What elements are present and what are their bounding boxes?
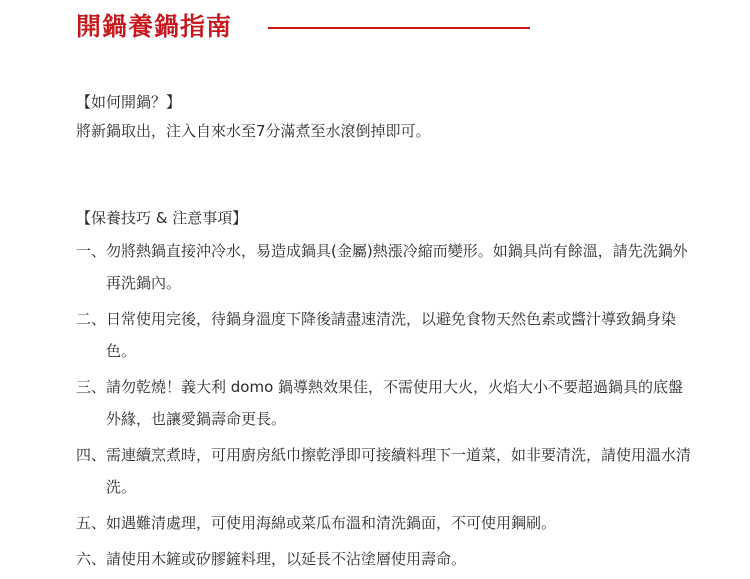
open-pot-instruction: 將新鍋取出，注入自來水至7分滿煮至水滾倒掉即可。 (76, 122, 431, 140)
tip-text: 請使用木鏟或矽膠鏟料理，以延長不沾塗層使用壽命。 (106, 550, 467, 568)
tip-item (76, 439, 696, 503)
tip-marker: 三、 (76, 378, 107, 396)
tip-marker: 四、 (76, 446, 107, 464)
tip-item (76, 235, 696, 299)
tip-item (76, 543, 696, 575)
title-divider (268, 27, 530, 29)
tip-text: 請勿乾燒！義大利 domo 鍋導熱效果佳，不需使用大火，火焰大小不要超過鍋具的底盤外緣，也讓愛鍋壽命更長。 (106, 378, 684, 428)
care-tips-list (76, 235, 696, 575)
care-tips-section (76, 206, 696, 579)
tip-item (76, 303, 696, 367)
tip-marker: 一、 (76, 242, 107, 260)
page-header (0, 0, 750, 60)
tip-marker: 二、 (76, 310, 107, 328)
tip-item (76, 371, 696, 435)
tip-text: 如遇難清處理，可使用海綿或菜瓜布溫和清洗鍋面，不可使用鋼刷。 (106, 514, 557, 532)
tip-text: 需連續烹煮時，可用廚房紙巾擦乾淨即可接續料理下一道菜，如非要清洗，請使用溫水清洗。 (106, 446, 692, 496)
tip-item (76, 507, 696, 539)
care-tips-heading: 【保養技巧 & 注意事項】 (76, 209, 248, 227)
open-pot-heading: 【如何開鍋？】 (76, 93, 182, 111)
open-pot-section (76, 90, 696, 144)
tip-text: 日常使用完後，待鍋身溫度下降後請盡速清洗，以避免食物天然色素或醬汁導致鍋身染色。 (106, 310, 677, 360)
tip-text: 勿將熱鍋直接沖冷水，易造成鍋具(金屬)熱漲冷縮而變形。如鍋具尚有餘溫，請先洗鍋外再洗鍋內。 (106, 242, 688, 292)
tip-marker: 六、 (76, 550, 107, 568)
page-title: 開鍋養鍋指南 (76, 12, 233, 41)
tip-marker: 五、 (76, 514, 107, 532)
